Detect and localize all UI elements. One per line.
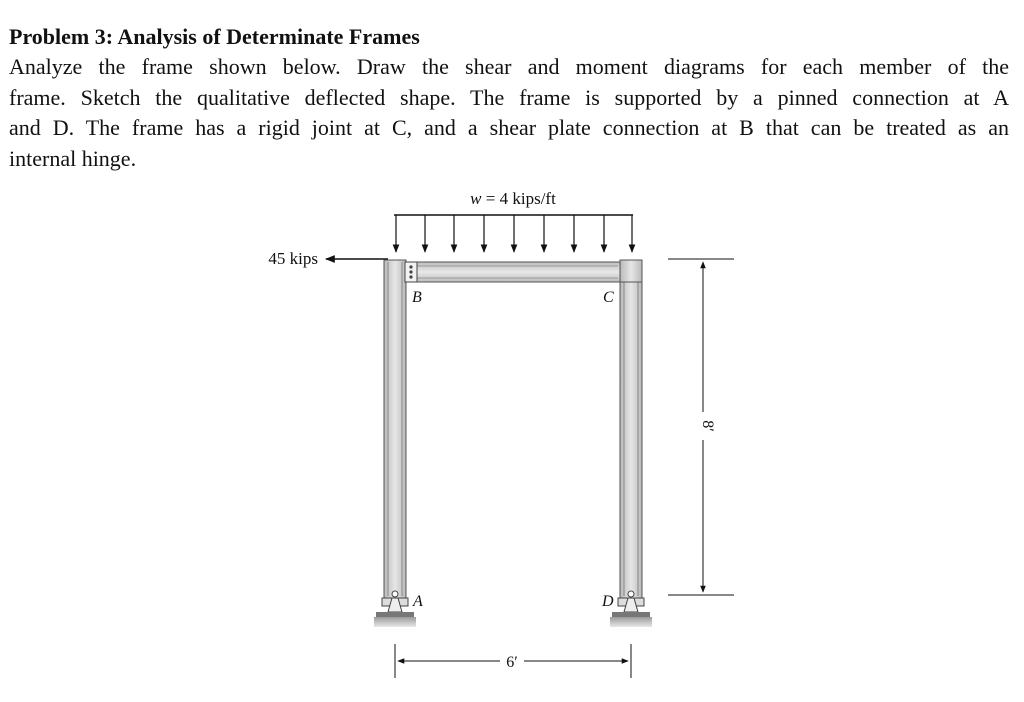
pin-support-d bbox=[610, 591, 652, 627]
point-load bbox=[268, 249, 388, 268]
beam-bc bbox=[406, 262, 620, 282]
rigid-joint-c bbox=[620, 260, 642, 282]
statement-line-4: internal hinge. bbox=[9, 145, 137, 171]
column-cd bbox=[620, 260, 642, 598]
statement-line-1: Analyze the frame shown below. Draw the shear and moment diagrams for each member of the bbox=[9, 54, 1009, 79]
load-arrows bbox=[396, 215, 632, 252]
height-label: 8′ bbox=[699, 420, 716, 432]
statement-line-3: and D. The frame has a rigid joint at C, and a shear plate connection at B that can be treated as an bbox=[9, 115, 1009, 140]
problem-title: Problem 3: Analysis of Determinate Frames bbox=[9, 24, 420, 49]
distributed-load bbox=[394, 189, 633, 252]
shear-plate-b bbox=[405, 262, 417, 282]
label-b: B bbox=[412, 289, 422, 306]
load-label: w = 4 kips/ft bbox=[470, 189, 556, 208]
point-load-label: 45 kips bbox=[268, 249, 318, 268]
pin-support-a bbox=[374, 591, 416, 627]
label-a: A bbox=[413, 593, 423, 610]
column-ab bbox=[384, 260, 406, 598]
statement-line-2: frame. Sketch the qualitative deflected shape. The frame is supported by a pinned connection at A bbox=[9, 84, 1009, 110]
label-d: D bbox=[602, 593, 614, 610]
width-label: 6′ bbox=[506, 654, 518, 671]
label-c: C bbox=[603, 289, 614, 306]
